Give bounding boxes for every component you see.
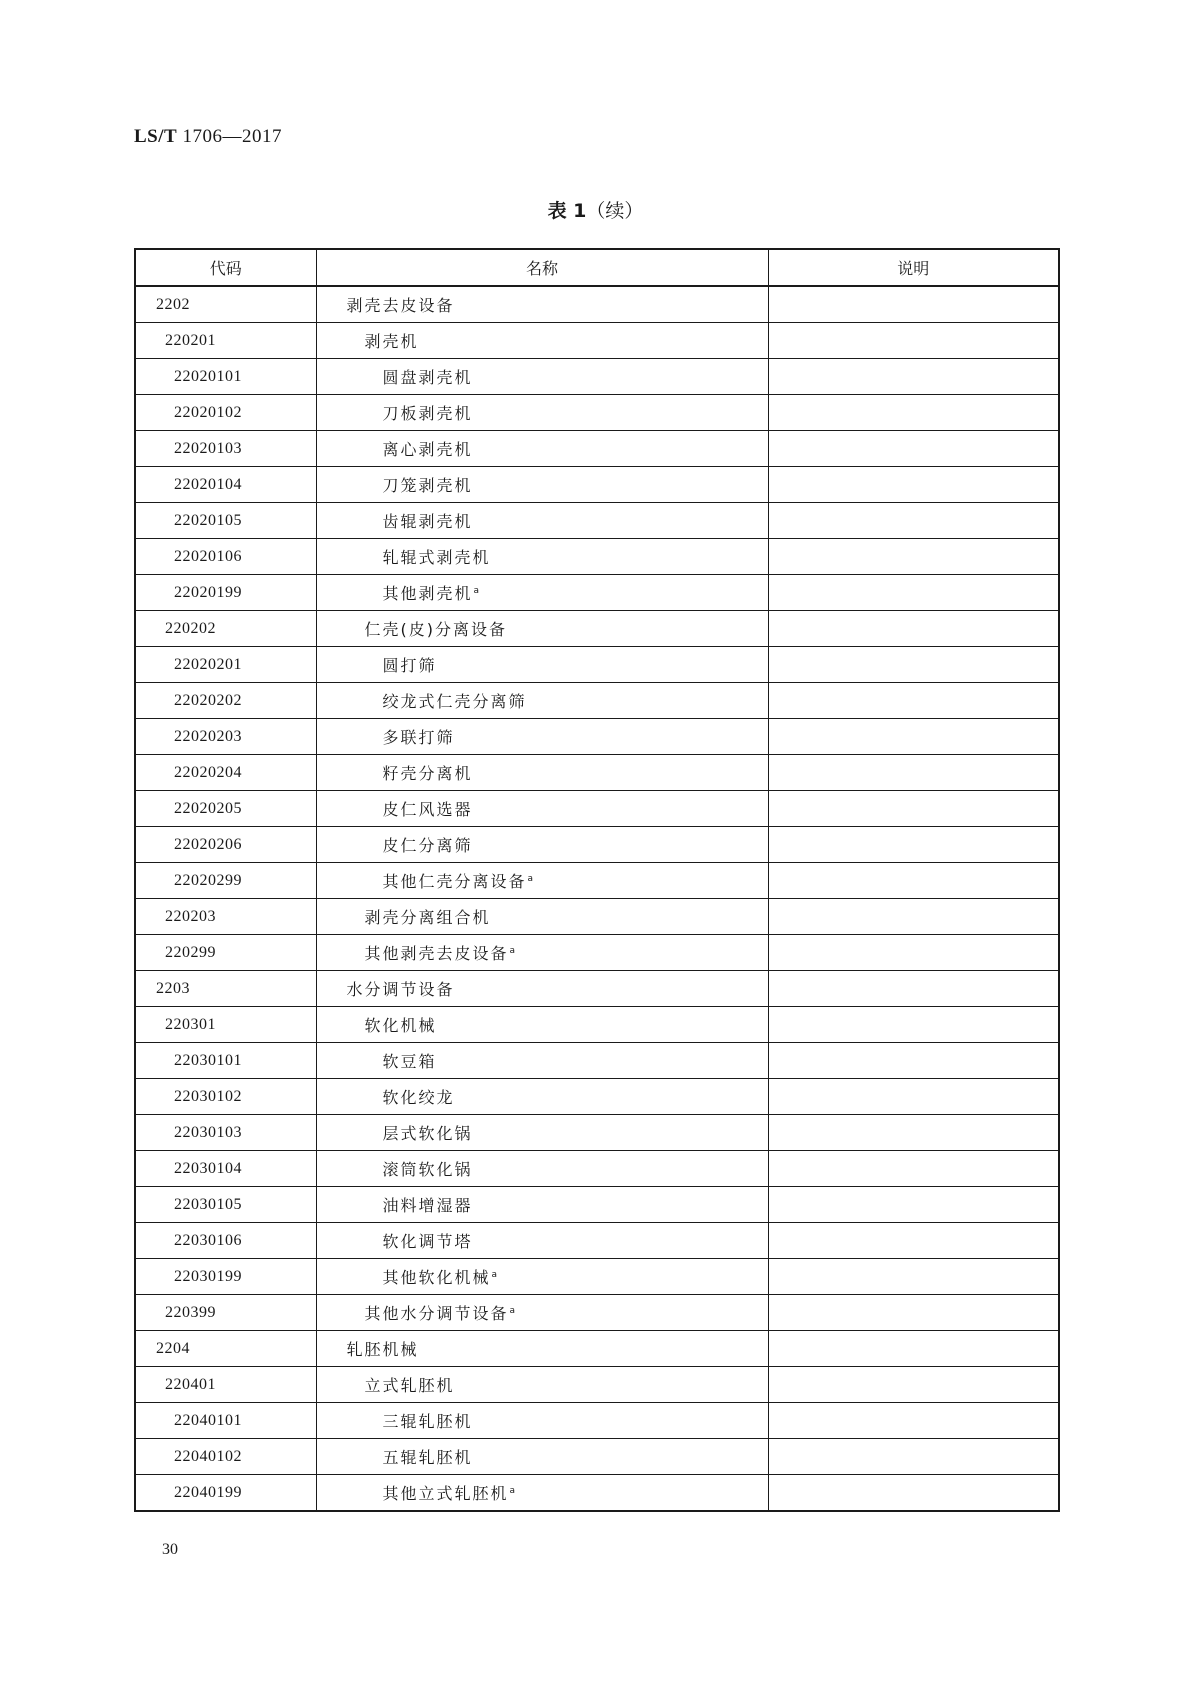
table-title bbox=[0, 196, 1191, 223]
cell-name-text: 籽壳分离机 bbox=[382, 764, 473, 783]
cell-name bbox=[316, 935, 768, 971]
cell-name bbox=[316, 719, 768, 755]
table-row bbox=[135, 899, 1059, 935]
cell-note bbox=[768, 791, 1059, 827]
cell-note bbox=[768, 1151, 1059, 1187]
cell-name bbox=[316, 1295, 768, 1331]
table-row bbox=[135, 611, 1059, 647]
cell-code: 22040199 bbox=[135, 1475, 316, 1512]
footnote-marker: a bbox=[509, 1486, 516, 1496]
cell-name-text: 刀板剥壳机 bbox=[382, 404, 473, 423]
table-row bbox=[135, 395, 1059, 431]
cell-name bbox=[316, 647, 768, 683]
table-row bbox=[135, 286, 1059, 323]
cell-name-text: 水分调节设备 bbox=[346, 980, 455, 999]
table-body bbox=[135, 286, 1059, 1511]
cell-name bbox=[316, 683, 768, 719]
cell-name bbox=[316, 1439, 768, 1475]
cell-note bbox=[768, 1331, 1059, 1367]
cell-name bbox=[316, 1367, 768, 1403]
footnote-marker: a bbox=[491, 1270, 498, 1280]
cell-note bbox=[768, 755, 1059, 791]
cell-name-text: 软化机械 bbox=[364, 1016, 437, 1035]
cell-note bbox=[768, 971, 1059, 1007]
cell-code: 22030199 bbox=[135, 1259, 316, 1295]
cell-name bbox=[316, 359, 768, 395]
table-row bbox=[135, 755, 1059, 791]
cell-name bbox=[316, 1043, 768, 1079]
table-row bbox=[135, 1439, 1059, 1475]
cell-code: 22020202 bbox=[135, 683, 316, 719]
column-header-code: 代码 bbox=[135, 249, 316, 286]
table-row bbox=[135, 1223, 1059, 1259]
cell-note bbox=[768, 683, 1059, 719]
cell-name bbox=[316, 1187, 768, 1223]
footnote-marker: a bbox=[473, 586, 480, 596]
cell-name bbox=[316, 827, 768, 863]
cell-note bbox=[768, 395, 1059, 431]
cell-name bbox=[316, 467, 768, 503]
cell-note bbox=[768, 863, 1059, 899]
column-header-name: 名称 bbox=[316, 249, 768, 286]
cell-note bbox=[768, 323, 1059, 359]
table-row bbox=[135, 971, 1059, 1007]
cell-note bbox=[768, 286, 1059, 323]
cell-name bbox=[316, 286, 768, 323]
cell-code: 220401 bbox=[135, 1367, 316, 1403]
cell-code: 22020105 bbox=[135, 503, 316, 539]
table-row bbox=[135, 1331, 1059, 1367]
cell-code: 22020204 bbox=[135, 755, 316, 791]
cell-code: 22020203 bbox=[135, 719, 316, 755]
cell-name bbox=[316, 431, 768, 467]
table-row bbox=[135, 359, 1059, 395]
cell-note bbox=[768, 1043, 1059, 1079]
table-row bbox=[135, 1403, 1059, 1439]
table-title-main: 表 1 bbox=[547, 200, 587, 222]
cell-code: 2204 bbox=[135, 1331, 316, 1367]
cell-code: 22020103 bbox=[135, 431, 316, 467]
cell-note bbox=[768, 1475, 1059, 1512]
cell-name-text: 轧胚机械 bbox=[346, 1340, 419, 1359]
table-row bbox=[135, 1475, 1059, 1512]
table-row bbox=[135, 863, 1059, 899]
cell-name bbox=[316, 1115, 768, 1151]
cell-code: 22030104 bbox=[135, 1151, 316, 1187]
table-row bbox=[135, 1259, 1059, 1295]
cell-name-text: 软豆箱 bbox=[382, 1052, 437, 1071]
cell-name bbox=[316, 971, 768, 1007]
cell-name bbox=[316, 395, 768, 431]
cell-name-text: 刀笼剥壳机 bbox=[382, 476, 473, 495]
cell-name bbox=[316, 503, 768, 539]
cell-code: 22020201 bbox=[135, 647, 316, 683]
cell-name-text: 皮仁分离筛 bbox=[382, 836, 473, 855]
cell-name-text: 剥壳机 bbox=[364, 332, 419, 351]
table-row bbox=[135, 1295, 1059, 1331]
cell-code: 22030103 bbox=[135, 1115, 316, 1151]
table-row bbox=[135, 791, 1059, 827]
cell-code: 22040102 bbox=[135, 1439, 316, 1475]
cell-note bbox=[768, 1295, 1059, 1331]
column-header-note: 说明 bbox=[768, 249, 1059, 286]
cell-name-text: 圆盘剥壳机 bbox=[382, 368, 473, 387]
cell-name-text: 三辊轧胚机 bbox=[382, 1412, 473, 1431]
cell-code: 22020199 bbox=[135, 575, 316, 611]
table-row bbox=[135, 647, 1059, 683]
footnote-marker: a bbox=[509, 1306, 516, 1316]
cell-code: 22020102 bbox=[135, 395, 316, 431]
cell-note bbox=[768, 647, 1059, 683]
table-row bbox=[135, 431, 1059, 467]
cell-name-text: 圆打筛 bbox=[382, 656, 437, 675]
table-row bbox=[135, 467, 1059, 503]
cell-code: 22030105 bbox=[135, 1187, 316, 1223]
cell-note bbox=[768, 935, 1059, 971]
cell-note bbox=[768, 575, 1059, 611]
cell-name-text: 五辊轧胚机 bbox=[382, 1448, 473, 1467]
cell-note bbox=[768, 503, 1059, 539]
cell-name bbox=[316, 323, 768, 359]
cell-name-text: 软化绞龙 bbox=[382, 1088, 455, 1107]
cell-note bbox=[768, 1439, 1059, 1475]
cell-note bbox=[768, 1079, 1059, 1115]
cell-name bbox=[316, 755, 768, 791]
cell-code: 220203 bbox=[135, 899, 316, 935]
cell-name-text: 离心剥壳机 bbox=[382, 440, 473, 459]
cell-name-text: 层式软化锅 bbox=[382, 1124, 473, 1143]
cell-name bbox=[316, 575, 768, 611]
cell-code: 22020106 bbox=[135, 539, 316, 575]
cell-note bbox=[768, 539, 1059, 575]
table-row bbox=[135, 575, 1059, 611]
cell-note bbox=[768, 1367, 1059, 1403]
cell-note bbox=[768, 359, 1059, 395]
table-row bbox=[135, 827, 1059, 863]
cell-code: 22020299 bbox=[135, 863, 316, 899]
cell-name-text: 立式轧胚机 bbox=[364, 1376, 455, 1395]
cell-name bbox=[316, 863, 768, 899]
cell-name bbox=[316, 611, 768, 647]
cell-name bbox=[316, 539, 768, 575]
table-row bbox=[135, 1367, 1059, 1403]
cell-name-text: 剥壳去皮设备 bbox=[346, 296, 455, 315]
cell-code: 220299 bbox=[135, 935, 316, 971]
cell-name-text: 剥壳分离组合机 bbox=[364, 908, 491, 927]
cell-code: 220399 bbox=[135, 1295, 316, 1331]
cell-name bbox=[316, 1475, 768, 1512]
cell-code: 22030106 bbox=[135, 1223, 316, 1259]
table-row bbox=[135, 539, 1059, 575]
table-row bbox=[135, 1151, 1059, 1187]
table-row bbox=[135, 1115, 1059, 1151]
table-row bbox=[135, 1007, 1059, 1043]
cell-note bbox=[768, 1223, 1059, 1259]
cell-name-text: 齿辊剥壳机 bbox=[382, 512, 473, 531]
cell-note bbox=[768, 1259, 1059, 1295]
cell-code: 220202 bbox=[135, 611, 316, 647]
standard-number: 1706—2017 bbox=[182, 126, 282, 147]
cell-note bbox=[768, 611, 1059, 647]
cell-note bbox=[768, 719, 1059, 755]
cell-name bbox=[316, 1079, 768, 1115]
cell-code: 22020104 bbox=[135, 467, 316, 503]
cell-code: 22030101 bbox=[135, 1043, 316, 1079]
cell-code: 220201 bbox=[135, 323, 316, 359]
cell-name-text: 轧辊式剥壳机 bbox=[382, 548, 491, 567]
table-row bbox=[135, 719, 1059, 755]
cell-code: 22020206 bbox=[135, 827, 316, 863]
cell-name bbox=[316, 1259, 768, 1295]
cell-name bbox=[316, 1403, 768, 1439]
cell-code: 2202 bbox=[135, 286, 316, 323]
table-row bbox=[135, 1187, 1059, 1223]
cell-name-text: 其他仁壳分离设备 bbox=[382, 872, 527, 891]
cell-name bbox=[316, 1331, 768, 1367]
cell-name-text: 多联打筛 bbox=[382, 728, 455, 747]
cell-code: 22030102 bbox=[135, 1079, 316, 1115]
footnote-marker: a bbox=[509, 946, 516, 956]
cell-code: 220301 bbox=[135, 1007, 316, 1043]
cell-name-text: 仁壳(皮)分离设备 bbox=[364, 620, 507, 639]
page-number: 30 bbox=[162, 1541, 178, 1558]
table-row bbox=[135, 935, 1059, 971]
cell-name-text: 其他水分调节设备 bbox=[364, 1304, 509, 1323]
table-title-suffix: （续） bbox=[586, 200, 644, 222]
cell-name-text: 其他剥壳去皮设备 bbox=[364, 944, 509, 963]
table-row bbox=[135, 323, 1059, 359]
cell-name-text: 其他剥壳机 bbox=[382, 584, 473, 603]
cell-code: 22020205 bbox=[135, 791, 316, 827]
cell-code: 22020101 bbox=[135, 359, 316, 395]
cell-note bbox=[768, 1403, 1059, 1439]
cell-note bbox=[768, 1187, 1059, 1223]
cell-name-text: 其他软化机械 bbox=[382, 1268, 491, 1287]
standard-code bbox=[134, 126, 282, 148]
cell-name bbox=[316, 1223, 768, 1259]
cell-name bbox=[316, 1151, 768, 1187]
table-row bbox=[135, 503, 1059, 539]
cell-note bbox=[768, 899, 1059, 935]
cell-name-text: 其他立式轧胚机 bbox=[382, 1484, 509, 1503]
cell-note bbox=[768, 1115, 1059, 1151]
cell-name bbox=[316, 1007, 768, 1043]
table-row bbox=[135, 1043, 1059, 1079]
cell-name bbox=[316, 791, 768, 827]
cell-name-text: 皮仁风选器 bbox=[382, 800, 473, 819]
cell-code: 2203 bbox=[135, 971, 316, 1007]
table-header-row bbox=[135, 249, 1059, 286]
cell-name-text: 油料增湿器 bbox=[382, 1196, 473, 1215]
cell-note bbox=[768, 467, 1059, 503]
equipment-code-table bbox=[134, 248, 1060, 1512]
cell-note bbox=[768, 431, 1059, 467]
standard-prefix: LS/T bbox=[134, 126, 178, 147]
table-row bbox=[135, 1079, 1059, 1115]
cell-note bbox=[768, 827, 1059, 863]
cell-name-text: 滚筒软化锅 bbox=[382, 1160, 473, 1179]
cell-name-text: 绞龙式仁壳分离筛 bbox=[382, 692, 527, 711]
footnote-marker: a bbox=[527, 874, 534, 884]
table-row bbox=[135, 683, 1059, 719]
cell-name-text: 软化调节塔 bbox=[382, 1232, 473, 1251]
cell-name bbox=[316, 899, 768, 935]
cell-note bbox=[768, 1007, 1059, 1043]
cell-code: 22040101 bbox=[135, 1403, 316, 1439]
